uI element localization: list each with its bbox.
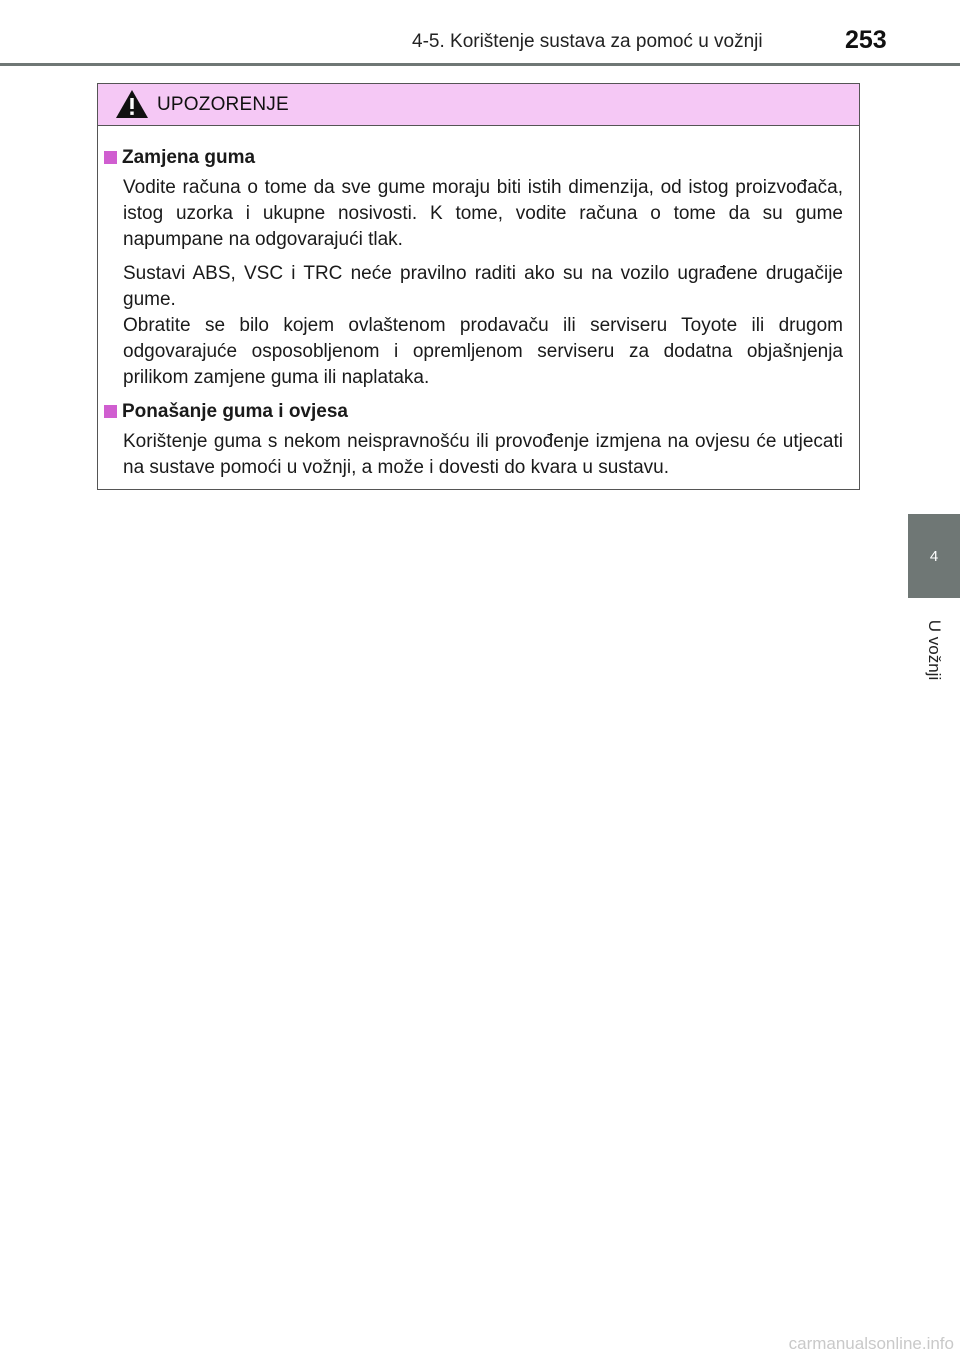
page-header [0, 0, 960, 64]
chapter-tab [908, 514, 960, 598]
chapter-label-text: U vožnji [925, 619, 944, 681]
item-paragraph: Sustavi ABS, VSC i TRC neće pravilno raditi ako su na vozilo ugrađene drugačije gume. [123, 263, 843, 310]
warning-item-tyre-suspension [104, 399, 843, 481]
square-bullet-icon [104, 405, 117, 418]
watermark: carmanualsonline.info [788, 1334, 954, 1353]
page-number: 253 [845, 26, 887, 54]
warning-box [97, 83, 860, 490]
warning-item-tyre-replacement [104, 145, 843, 391]
header-divider [0, 63, 960, 66]
section-title: 4-5. Korištenje sustava za pomoć u vožnji [412, 31, 763, 52]
warning-header [98, 84, 859, 126]
warning-body [98, 126, 859, 481]
item-heading-text: Zamjena guma [122, 147, 256, 168]
warning-title: UPOZORENJE [157, 94, 289, 115]
chapter-number: 4 [929, 547, 939, 565]
square-bullet-icon [104, 151, 117, 164]
item-heading-text: Ponašanje guma i ovjesa [122, 401, 348, 422]
item-heading [104, 399, 843, 425]
warning-triangle-icon [115, 89, 149, 119]
item-paragraph: Obratite se bilo kojem ovlaštenom prodavaču ili serviseru Toyote ili drugom odgovarajuće osposobljenom i opremljenom serviseru za dodatna objašnjenja prilikom zamjene guma ili naplataka. [123, 315, 843, 388]
chapter-label [908, 605, 960, 695]
item-heading [104, 145, 843, 171]
item-paragraph: Korištenje guma s nekom neispravnošću ili provođenje izmjena na ovjesu će utjecati na sustave pomoći u vožnji, a može i dovesti do kvara u sustavu. [123, 431, 843, 478]
item-paragraph: Vodite računa o tome da sve gume moraju biti istih dimenzija, od istog proizvođača, istog uzorka i ukupne nosivosti. K tome, vodite računa o tome da su gume napumpane na odgovarajući tlak. [123, 177, 843, 250]
